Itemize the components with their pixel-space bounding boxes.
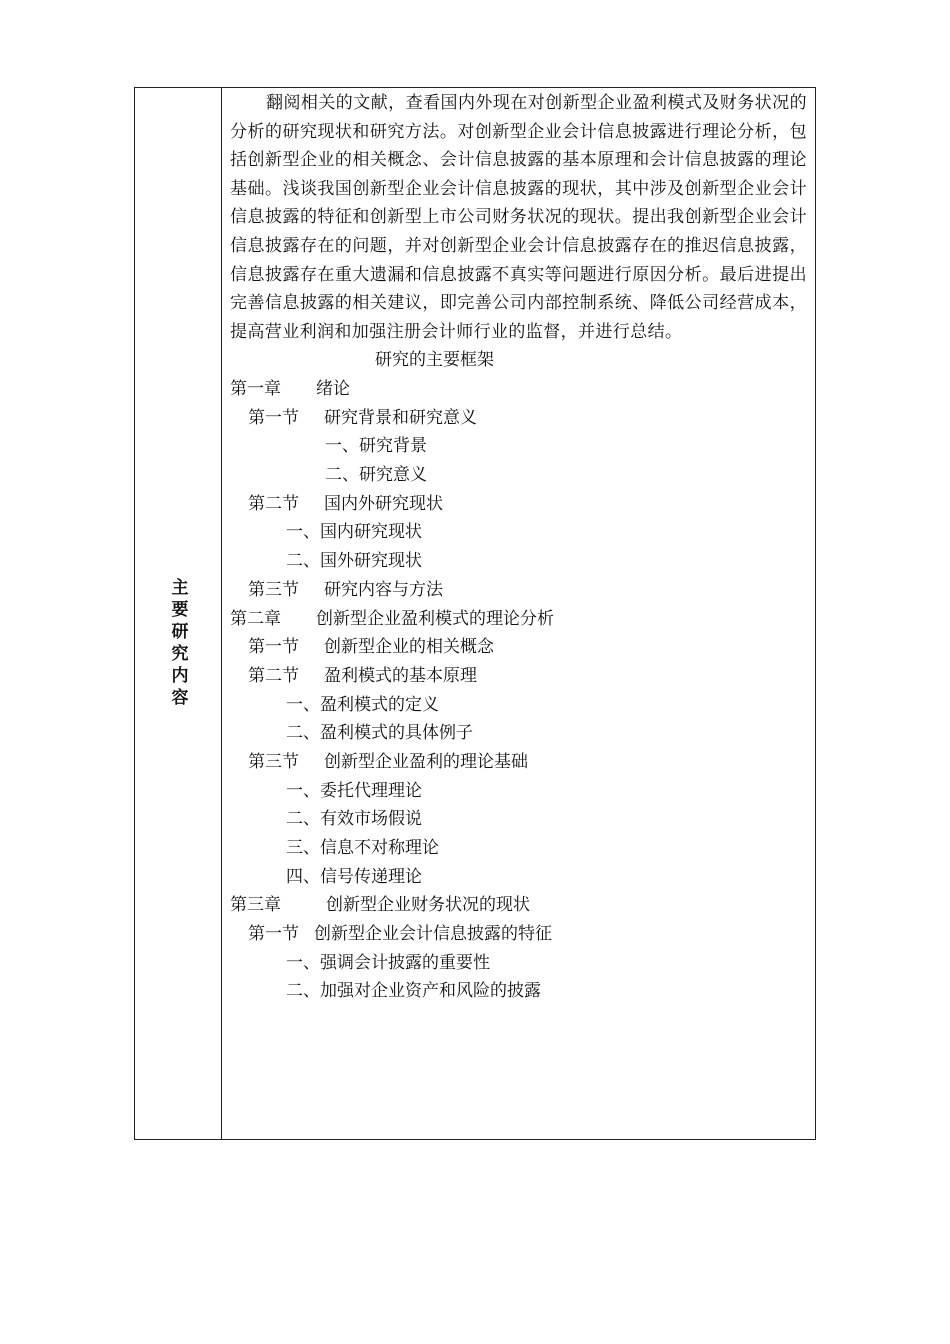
content-cell [222,88,815,1139]
outline-section: 第二节 国内外研究现状 [248,493,443,514]
outline-item: 一、盈利模式的定义 [286,694,439,715]
label-cell [135,88,222,1139]
outline-item: 一、国内研究现状 [286,522,422,543]
outline-section: 第一节 创新型企业的相关概念 [248,637,494,658]
outline-chapter: 第一章 绪论 [230,379,350,400]
outline-item: 二、研究意义 [325,465,427,486]
outline-section: 第二节 盈利模式的基本原理 [248,665,477,686]
framework-title: 研究的主要框架 [375,350,494,371]
outline-chapter: 第三章 创新型企业财务状况的现状 [230,895,530,916]
outline-item: 一、研究背景 [325,436,427,457]
outline-item: 四、信号传递理论 [286,866,422,887]
row-label: 主要研究内容 [167,577,188,710]
abstract-paragraph: 翻阅相关的文献，查看国内外现在对创新型企业盈利模式及财务状况的分析的研究现状和研究方法。对创新型企业会计信息披露进行理论分析，包括创新型企业的相关概念、会计信息披露的基本原理和会计信息披露的理论基础。浅谈我国创新型企业会计信息披露的现状，其中涉及创新型企业会计信息披露的特征和创新型上市公司财务状况的现状。提出我创新型企业会计信息披露存在的问题，并对创新型企业会计信息披露存在的推迟信息披露，信息披露存在重大遗漏和信息披露不真实等问题进行原因分析。最后进提出完善信息披露的相关建议，即完善公司内部控制系统、降低公司经营成本，提高营业利润和加强注册会计师行业的监督，并进行总结。 [230,93,807,342]
outline-item: 三、信息不对称理论 [286,838,439,859]
outline-section: 第一节 创新型企业会计信息披露的特征 [248,924,552,945]
outline-section: 第一节 研究背景和研究意义 [248,407,477,428]
outline-chapter: 第二章 创新型企业盈利模式的理论分析 [230,608,554,629]
research-content-table [134,87,816,1140]
outline-section: 第三节 研究内容与方法 [248,579,443,600]
outline-item: 二、盈利模式的具体例子 [286,723,473,744]
outline-list [230,375,807,1006]
outline-item: 一、强调会计披露的重要性 [286,952,490,973]
outline-item: 二、有效市场假说 [286,809,422,830]
outline-section: 第三节 创新型企业盈利的理论基础 [248,751,528,772]
outline-item: 一、委托代理理论 [286,780,422,801]
outline-item: 二、加强对企业资产和风险的披露 [286,981,541,1002]
outline-item: 二、国外研究现状 [286,551,422,572]
